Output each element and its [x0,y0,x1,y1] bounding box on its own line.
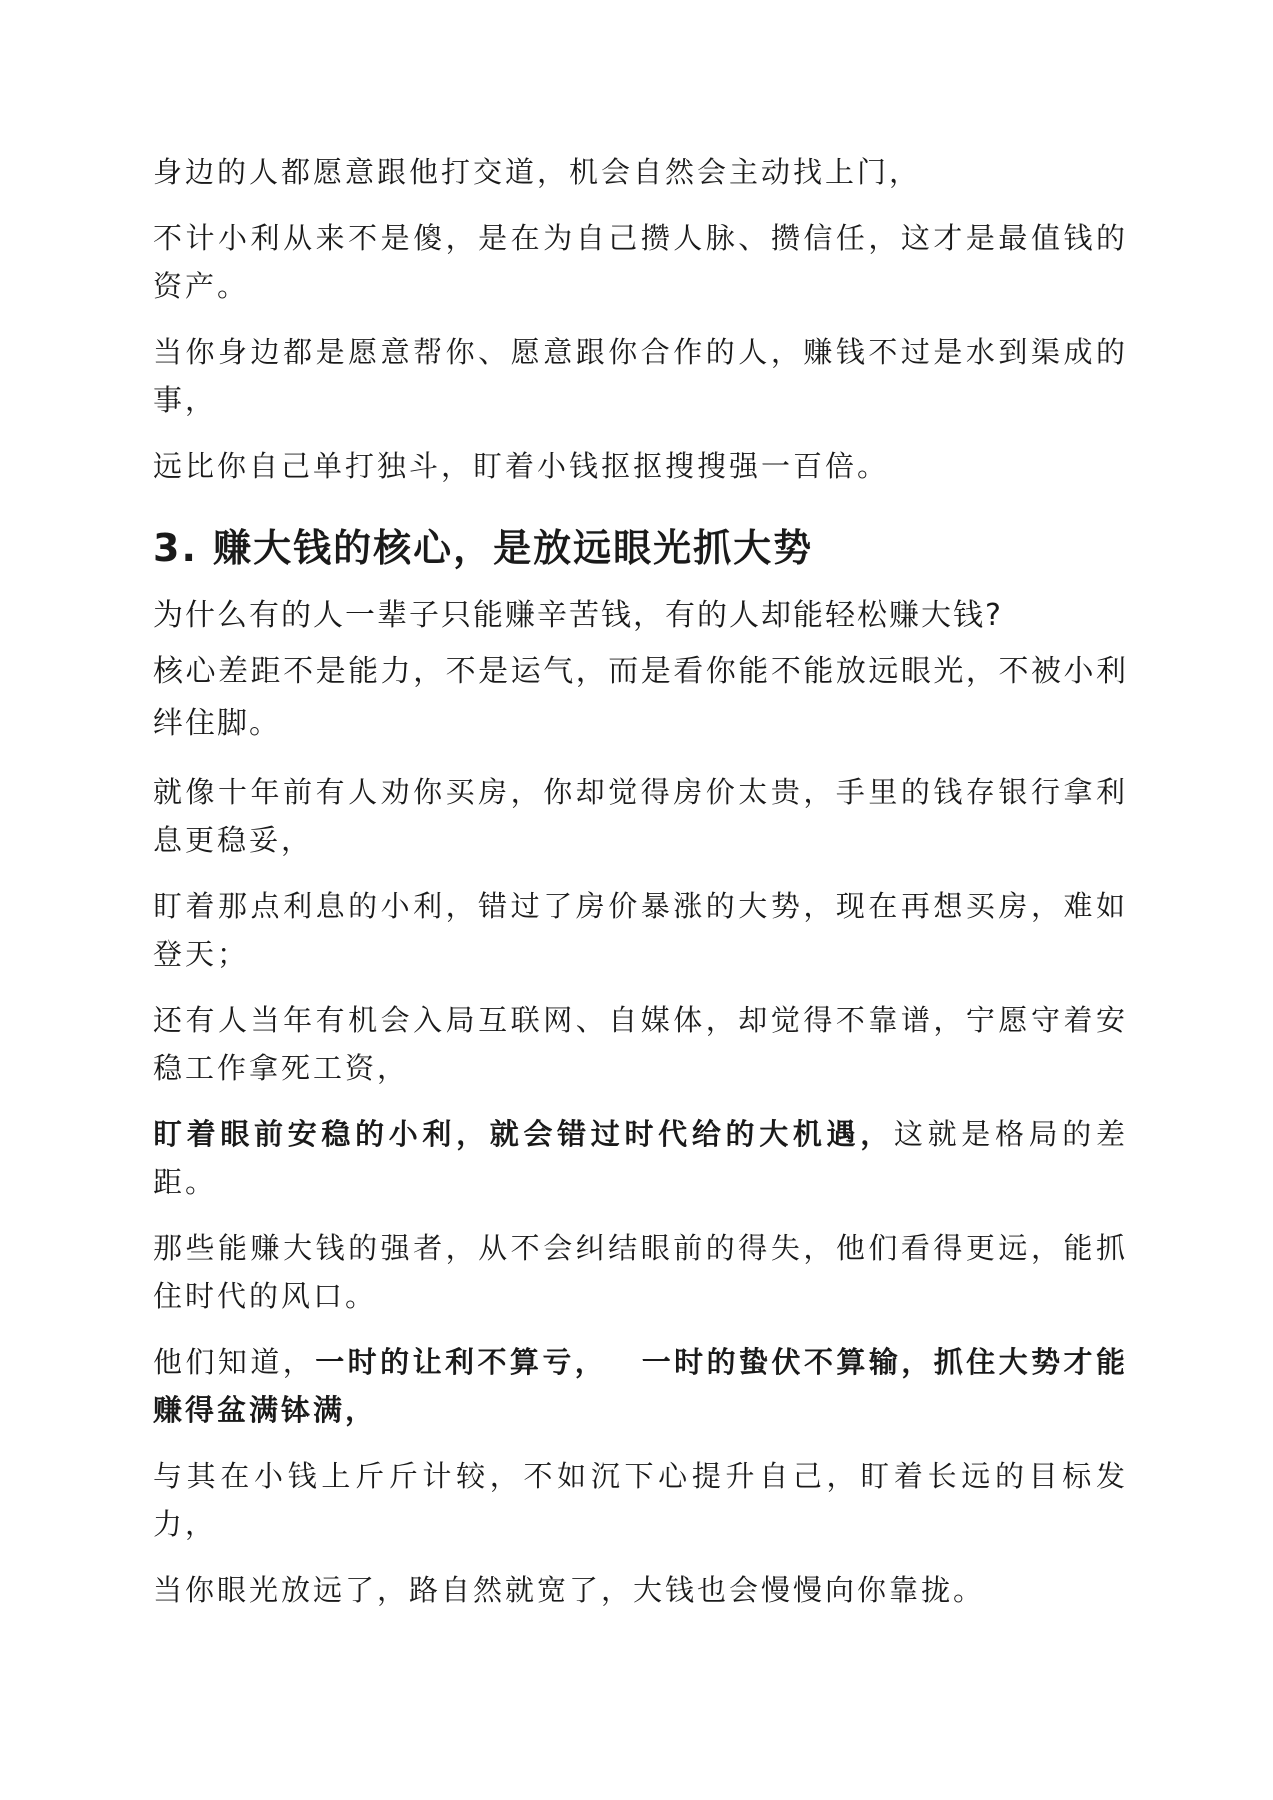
paragraph-12-emphasis-b: 一时的蛰伏不算输，抓住大势才能赚得盆满钵满， [153,1345,1128,1427]
paragraph-12-lead: 他们知道， [153,1345,316,1379]
paragraph-5: 为什么有的人一辈子只能赚辛苦钱，有的人却能轻松赚大钱? [153,598,1003,633]
paragraph-11: 那些能赚大钱的强者，从不会纠结眼前的得失，他们看得更远，能抓住时代的风口。 [153,1231,1128,1313]
paragraph-8: 盯着那点利息的小利，错过了房价暴涨的大势，现在再想买房，难如登天； [153,889,1128,971]
paragraph-6: 核心差距不是能力，不是运气，而是看你能不能放远眼光，不被小利绊住脚。 [153,654,1128,741]
paragraph-14: 当你眼光放远了，路自然就宽了，大钱也会慢慢向你靠拢。 [153,1573,986,1607]
paragraph-13: 与其在小钱上斤斤计较，不如沉下心提升自己，盯着长远的目标发力， [153,1459,1128,1541]
paragraph-12-emphasis-a: 一时的让利不算亏， [315,1345,608,1379]
paragraph-12 [153,1338,1128,1434]
paragraph-2: 不计小利从来不是傻，是在为自己攒人脉、攒信任，这才是最值钱的资产。 [153,221,1128,303]
article-body [153,148,1128,1632]
paragraph-1: 身边的人都愿意跟他打交道，机会自然会主动找上门， [153,155,922,189]
paragraph-7: 就像十年前有人劝你买房，你却觉得房价太贵，手里的钱存银行拿利息更稳妥， [153,775,1128,857]
paragraph-10-rest: 这就是格局的差距。 [153,1117,1128,1199]
paragraph-4: 远比你自己单打独斗，盯着小钱抠抠搜搜强一百倍。 [153,449,890,483]
section-heading: 3. 赚大钱的核心，是放远眼光抓大势 [153,526,814,570]
paragraph-3: 当你身边都是愿意帮你、愿意跟你合作的人，赚钱不过是水到渠成的事， [153,335,1128,417]
paragraph-9: 还有人当年有机会入局互联网、自媒体，却觉得不靠谱，宁愿守着安稳工作拿死工资， [153,1003,1128,1085]
paragraph-10-emphasis: 盯着眼前安稳的小利，就会错过时代给的大机遇， [153,1117,894,1151]
paragraph-10 [153,1110,1128,1206]
